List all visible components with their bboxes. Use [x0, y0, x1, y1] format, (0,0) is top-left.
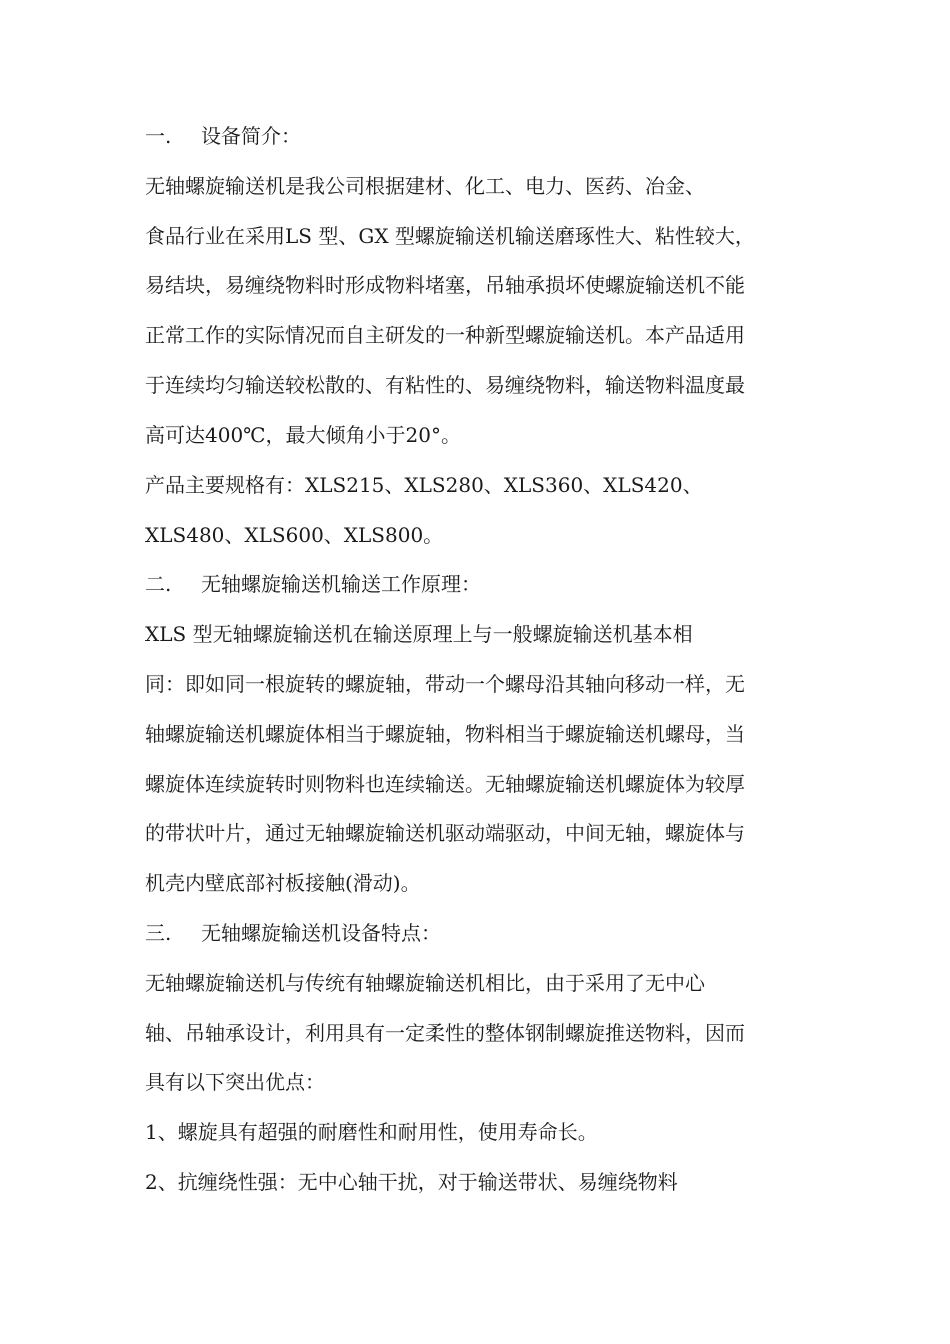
heading-number: 一.: [145, 124, 172, 148]
section-heading-1: [145, 118, 301, 154]
heading-text: 无轴螺旋输送机设备特点：: [201, 921, 441, 945]
heading-number: 二.: [145, 572, 172, 596]
paragraph-line: 轴、吊轴承设计，利用具有一定柔性的整体钢制螺旋推送物料，因而: [145, 1021, 745, 1045]
paragraph-line: 机壳内壁底部衬板接触(滑动)。: [145, 871, 421, 895]
paragraph-line: 产品主要规格有：XLS215、XLS280、XLS360、XLS420、: [145, 473, 703, 497]
paragraph-line: 的带状叶片，通过无轴螺旋输送机驱动端驱动，中间无轴，螺旋体与: [145, 821, 745, 845]
paragraph-line: 轴螺旋输送机螺旋体相当于螺旋轴，物料相当于螺旋输送机螺母，当: [145, 722, 745, 746]
list-item: 2、抗缠绕性强：无中心轴干扰，对于输送带状、易缠绕物料: [145, 1170, 678, 1194]
heading-number: 三.: [145, 921, 172, 945]
section-heading-2: [145, 566, 481, 602]
paragraph-line: 同：即如同一根旋转的螺旋轴，带动一个螺母沿其轴向移动一样，无: [145, 672, 745, 696]
paragraph-line: 无轴螺旋输送机与传统有轴螺旋输送机相比，由于采用了无中心: [145, 971, 705, 995]
paragraph-line: XLS480、XLS600、XLS800。: [145, 523, 444, 547]
paragraph-line: 螺旋体连续旋转时则物料也连续输送。无轴螺旋输送机螺旋体为较厚: [145, 772, 745, 796]
paragraph-line: 于连续均匀输送较松散的、有粘性的、易缠绕物料，输送物料温度最: [145, 373, 745, 397]
heading-text: 无轴螺旋输送机输送工作原理：: [201, 572, 481, 596]
paragraph-line: 正常工作的实际情况而自主研发的一种新型螺旋输送机。本产品适用: [145, 323, 745, 347]
list-item: 1、螺旋具有超强的耐磨性和耐用性，使用寿命长。: [145, 1120, 598, 1144]
paragraph-line: 高可达400℃，最大倾角小于20°。: [145, 423, 461, 447]
heading-text: 设备简介：: [201, 124, 301, 148]
paragraph-line: 具有以下突出优点：: [145, 1070, 325, 1094]
paragraph-line: XLS 型无轴螺旋输送机在输送原理上与一般螺旋输送机基本相: [145, 622, 693, 646]
paragraph-line: 无轴螺旋输送机是我公司根据建材、化工、电力、医药、冶金、: [145, 174, 705, 198]
paragraph-line: 易结块，易缠绕物料时形成物料堵塞，吊轴承损坏使螺旋输送机不能: [145, 273, 745, 297]
paragraph-line: 食品行业在采用LS 型、GX 型螺旋输送机输送磨琢性大、粘性较大，: [145, 224, 755, 248]
section-heading-3: [145, 915, 441, 951]
